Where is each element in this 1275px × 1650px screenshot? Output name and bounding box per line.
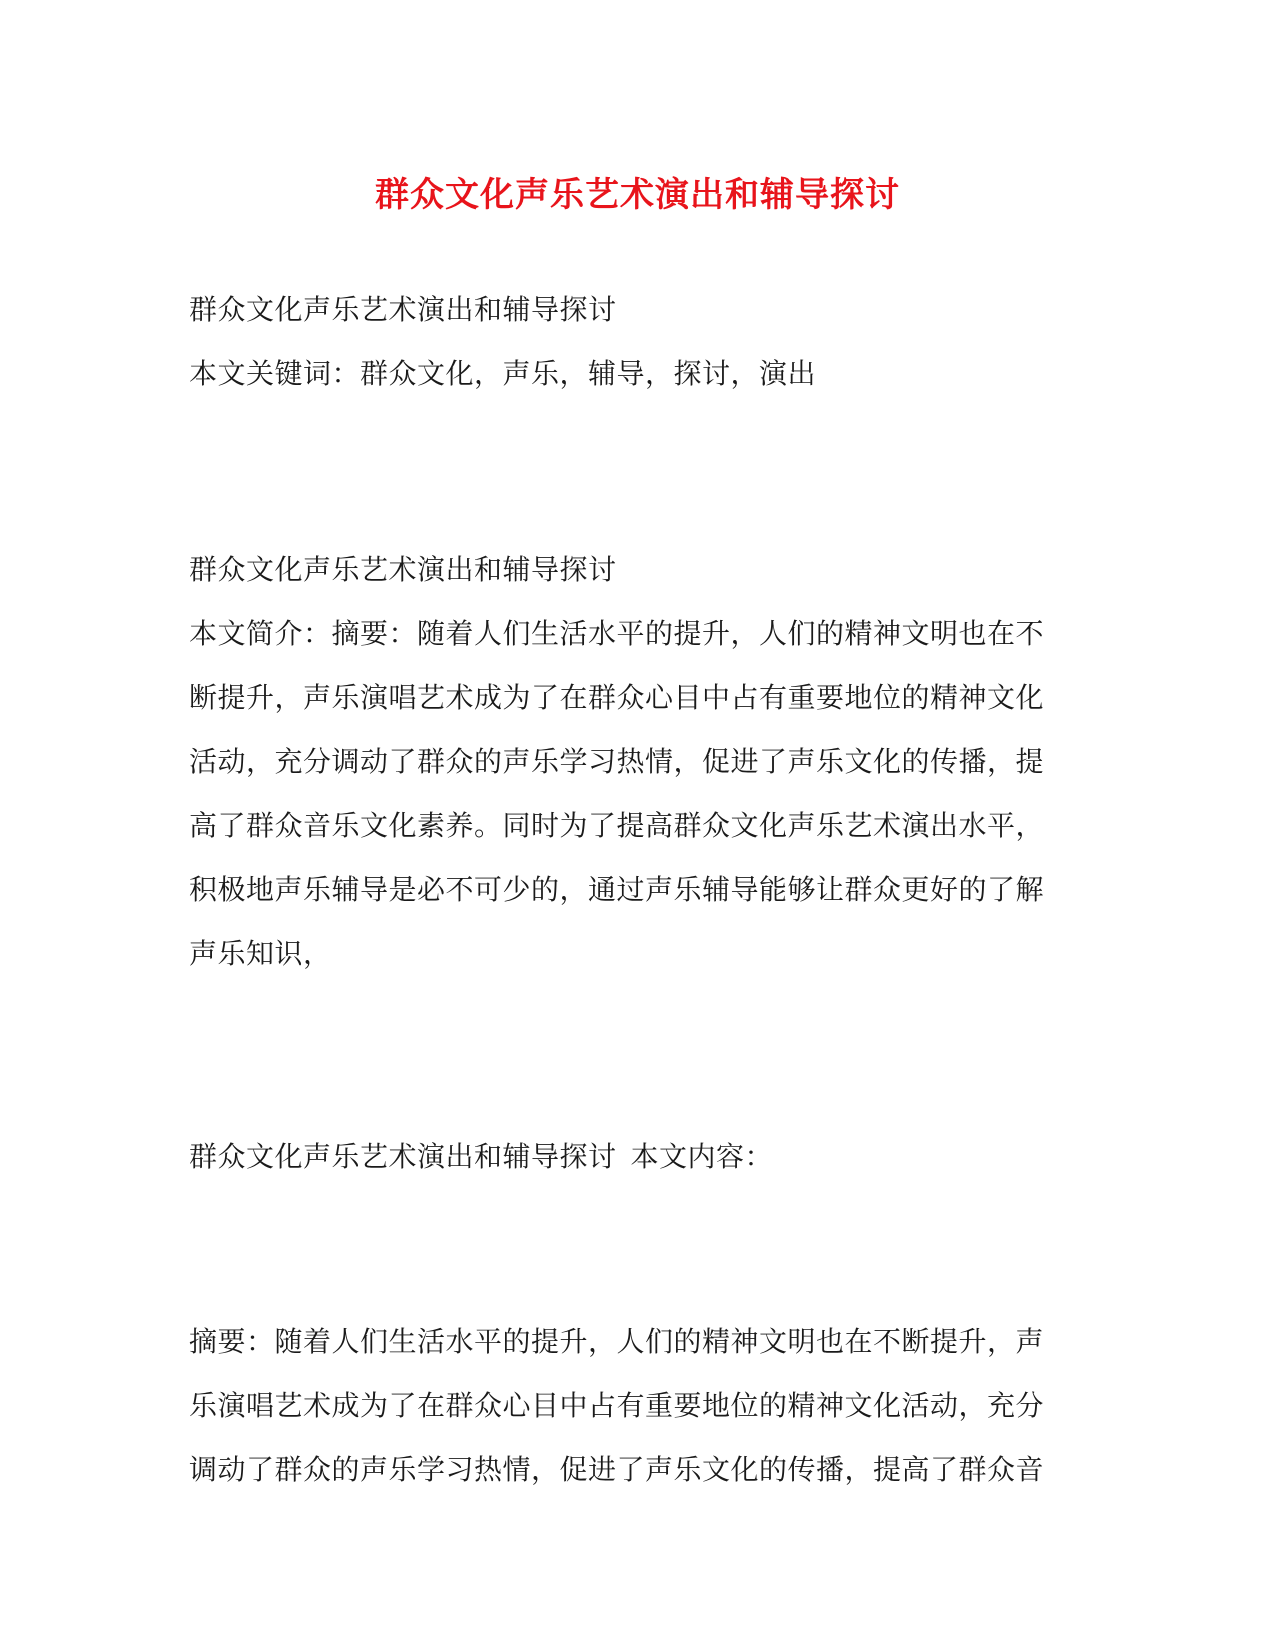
intro-line: 本文简介：摘要：随着人们生活水平的提升，人们的精神文明也在不 <box>189 617 1045 650</box>
content-heading-line <box>189 1125 1064 1189</box>
intro-line: 积极地声乐辅导是必不可少的，通过声乐辅导能够让群众更好的了解 <box>189 873 1045 906</box>
abstract-line: 调动了群众的声乐学习热情，促进了声乐文化的传播，提高了群众音 <box>189 1453 1045 1486</box>
content-label: 本文内容： <box>630 1140 774 1173</box>
abstract-line: 乐演唱艺术成为了在群众心目中占有重要地位的精神文化活动，充分 <box>189 1389 1045 1422</box>
intro-line: 高了群众音乐文化素养。同时为了提高群众文化声乐艺术演出水平， <box>189 809 1045 842</box>
content-heading-block <box>189 1125 1064 1189</box>
intro-line: 声乐知识， <box>189 937 332 970</box>
header-block <box>189 278 1064 406</box>
keywords-line: 本文关键词：群众文化，声乐，辅导，探讨，演出 <box>189 357 817 390</box>
intro-line: 断提升，声乐演唱艺术成为了在群众心目中占有重要地位的精神文化 <box>189 681 1045 714</box>
section-heading: 群众文化声乐艺术演出和辅导探讨 <box>189 1140 617 1173</box>
intro-line: 活动，充分调动了群众的声乐学习热情，促进了声乐文化的传播，提 <box>189 745 1045 778</box>
section-heading: 群众文化声乐艺术演出和辅导探讨 <box>189 293 617 326</box>
abstract-line: 摘要：随着人们生活水平的提升，人们的精神文明也在不断提升，声 <box>189 1325 1045 1358</box>
intro-block <box>189 538 1064 986</box>
abstract-block <box>189 1310 1064 1502</box>
section-heading: 群众文化声乐艺术演出和辅导探讨 <box>189 553 617 586</box>
document-title: 群众文化声乐艺术演出和辅导探讨 <box>375 175 900 215</box>
